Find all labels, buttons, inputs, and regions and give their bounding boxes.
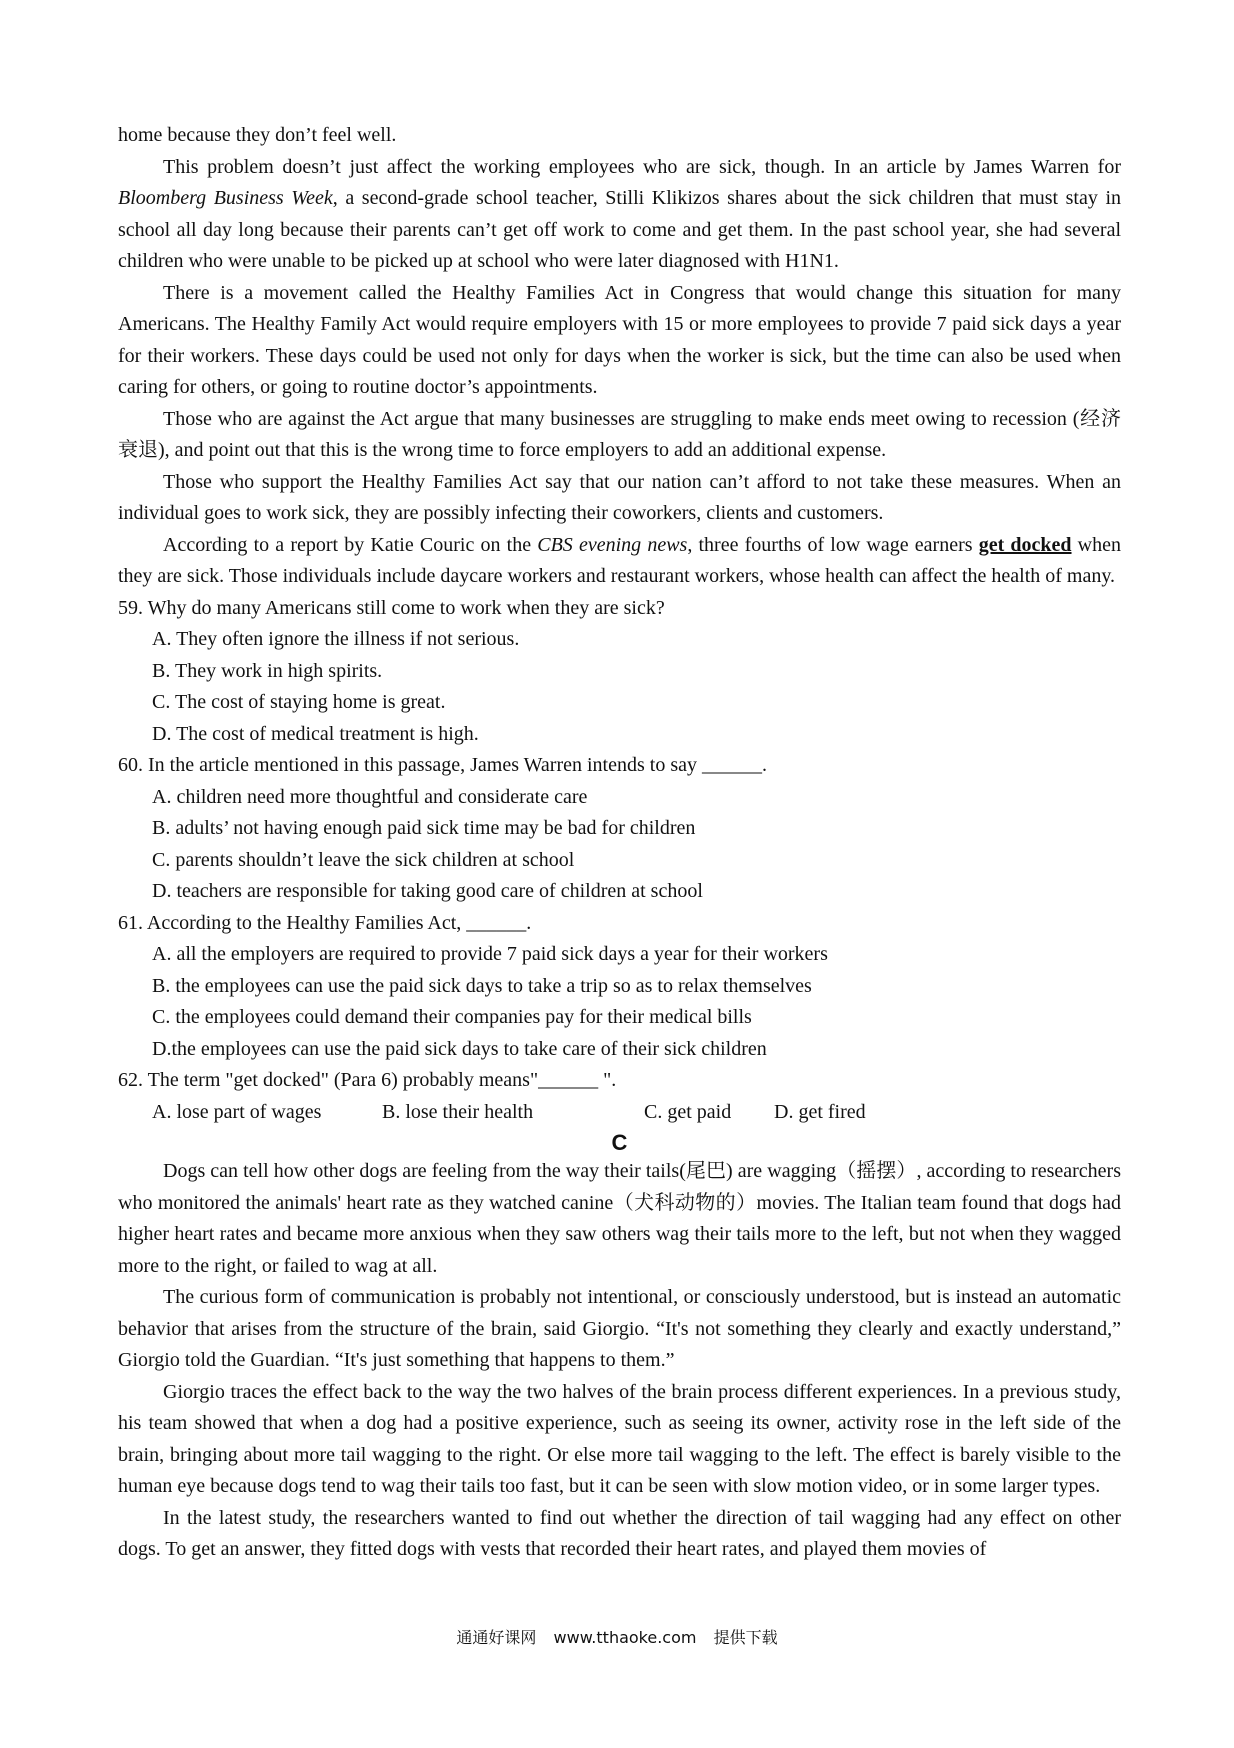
option-b: B. adults’ not having enough paid sick time may be bad for children — [152, 817, 696, 839]
page-footer — [0, 1625, 1234, 1648]
text-segment: when they are sick. Those individuals include daycare workers and restaurant workers, whose health can affect the health of many. — [118, 533, 1121, 587]
footer-note: 提供下载 — [713, 1628, 778, 1647]
question-stem: 60. In the article mentioned in this passage, James Warren intends to say ______. — [118, 754, 767, 776]
option-a: A. lose part of wages — [152, 1100, 322, 1123]
option-a: A. children need more thoughtful and considerate care — [152, 785, 588, 808]
document-page — [118, 120, 1121, 1566]
question-61 — [118, 908, 1121, 1066]
option-c: C. get paid — [644, 1100, 732, 1123]
option-c: C. The cost of staying home is great. — [152, 691, 446, 713]
question-62 — [118, 1065, 1121, 1128]
text-segment: , three fourths of low wage earners — [687, 533, 979, 556]
question-60 — [118, 750, 1121, 908]
footer-url[interactable]: www.tthaoke.com — [553, 1628, 697, 1647]
publication-title: Bloomberg Business Week — [118, 187, 333, 209]
paragraph-continuation: home because they don’t feel well. — [118, 124, 397, 146]
paragraph-latest-study: In the latest study, the researchers wanted to find out whether the direction of tail wagging had any effect on other dogs. To get an answer, they fitted dogs with vests that recorded their heart rates, and played them movies of — [118, 1506, 1121, 1560]
question-stem: 59. Why do many Americans still come to work when they are sick? — [118, 596, 665, 619]
text-segment: This problem doesn’t just affect the working employees who are sick, though. In an article by James Warren for — [163, 155, 1121, 178]
footer-site-name: 通通好课网 — [456, 1628, 537, 1647]
paragraph-warren-article — [118, 152, 1121, 278]
option-a: A. They often ignore the illness if not serious. — [152, 628, 520, 650]
paragraph-dogs-tails: Dogs can tell how other dogs are feeling from the way their tails(尾巴) are wagging（摇摆）, according to researchers who monitored the animals' heart rate as they watched canine（犬科动物的）movies. The Italian team found that dogs had higher heart rates and became more anxious when they saw others wag their tails more to the left, but not when they wagged more to the right, or failed to wag at all. — [118, 1160, 1121, 1277]
program-title: CBS evening news — [537, 533, 688, 556]
options-row — [118, 1097, 1121, 1129]
section-heading-c: C — [611, 1130, 628, 1155]
key-phrase-get-docked: get docked — [978, 533, 1072, 556]
paragraph-cbs-report — [118, 530, 1121, 593]
paragraph-support-act: Those who support the Healthy Families Act say that our nation can’t afford to not take these measures. When an individual goes to work sick, they are possibly infecting their coworkers, clients and customers. — [118, 470, 1121, 524]
option-d: D. teachers are responsible for taking good care of children at school — [152, 880, 703, 902]
option-c: C. the employees could demand their companies pay for their medical bills — [152, 1006, 752, 1028]
paragraph-healthy-families-act: There is a movement called the Healthy Families Act in Congress that would change this situation for many Americans. The Healthy Family Act would require employers with 15 or more employees to provide 7 paid sick days a year for their workers. These days could be used not only for days when the worker is sick, but the time can also be used when caring for others, or going to routine doctor’s appointments. — [118, 281, 1121, 398]
paragraph-brain-halves: Giorgio traces the effect back to the way the two halves of the brain process different experiences. In a previous study, his team showed that when a dog had a positive experience, such as seeing its owner, activity rose in the left side of the brain, bringing about more tail wagging to the right. Or else more tail wagging to the left. The effect is barely visible to the human eye because dogs tend to wag their tails too fast, but it can be seen with slow motion video, or in some larger types. — [118, 1380, 1121, 1497]
paragraph-against-act: Those who are against the Act argue that many businesses are struggling to make ends meet owing to recession (经济衰退), and point out that this is the wrong time to force employers to add an additional expense. — [118, 407, 1121, 461]
option-d: D. The cost of medical treatment is high. — [152, 722, 479, 745]
text-segment: , a second-grade school teacher, Stilli Klikizos shares about the sick children that must stay in school all day long because their parents can’t get off work to come and get them. In the past school year, she had several children who were unable to be picked up at school who were later diagnosed with H1N1. — [118, 187, 1121, 272]
question-stem: 62. The term "get docked" (Para 6) probably means"______ ". — [118, 1069, 617, 1091]
option-b: B. the employees can use the paid sick days to take a trip so as to relax themselves — [152, 974, 812, 997]
option-b: B. lose their health — [382, 1100, 534, 1123]
option-a: A. all the employers are required to provide 7 paid sick days a year for their workers — [152, 943, 828, 965]
text-segment: According to a report by Katie Couric on the — [163, 533, 538, 556]
option-d: D.the employees can use the paid sick days to take care of their sick children — [152, 1037, 767, 1060]
paragraph-communication: The curious form of communication is probably not intentional, or consciously understood, but is instead an automatic behavior that arises from the structure of the brain, said Giorgio. “It's not something they clearly and exactly understand,” Giorgio told the Guardian. “It's just something that happens to them.” — [118, 1286, 1121, 1371]
option-c: C. parents shouldn’t leave the sick children at school — [152, 848, 575, 871]
question-stem: 61. According to the Healthy Families Act, ______. — [118, 911, 532, 934]
option-d: D. get fired — [774, 1100, 866, 1123]
option-b: B. They work in high spirits. — [152, 659, 383, 682]
question-59 — [118, 593, 1121, 751]
